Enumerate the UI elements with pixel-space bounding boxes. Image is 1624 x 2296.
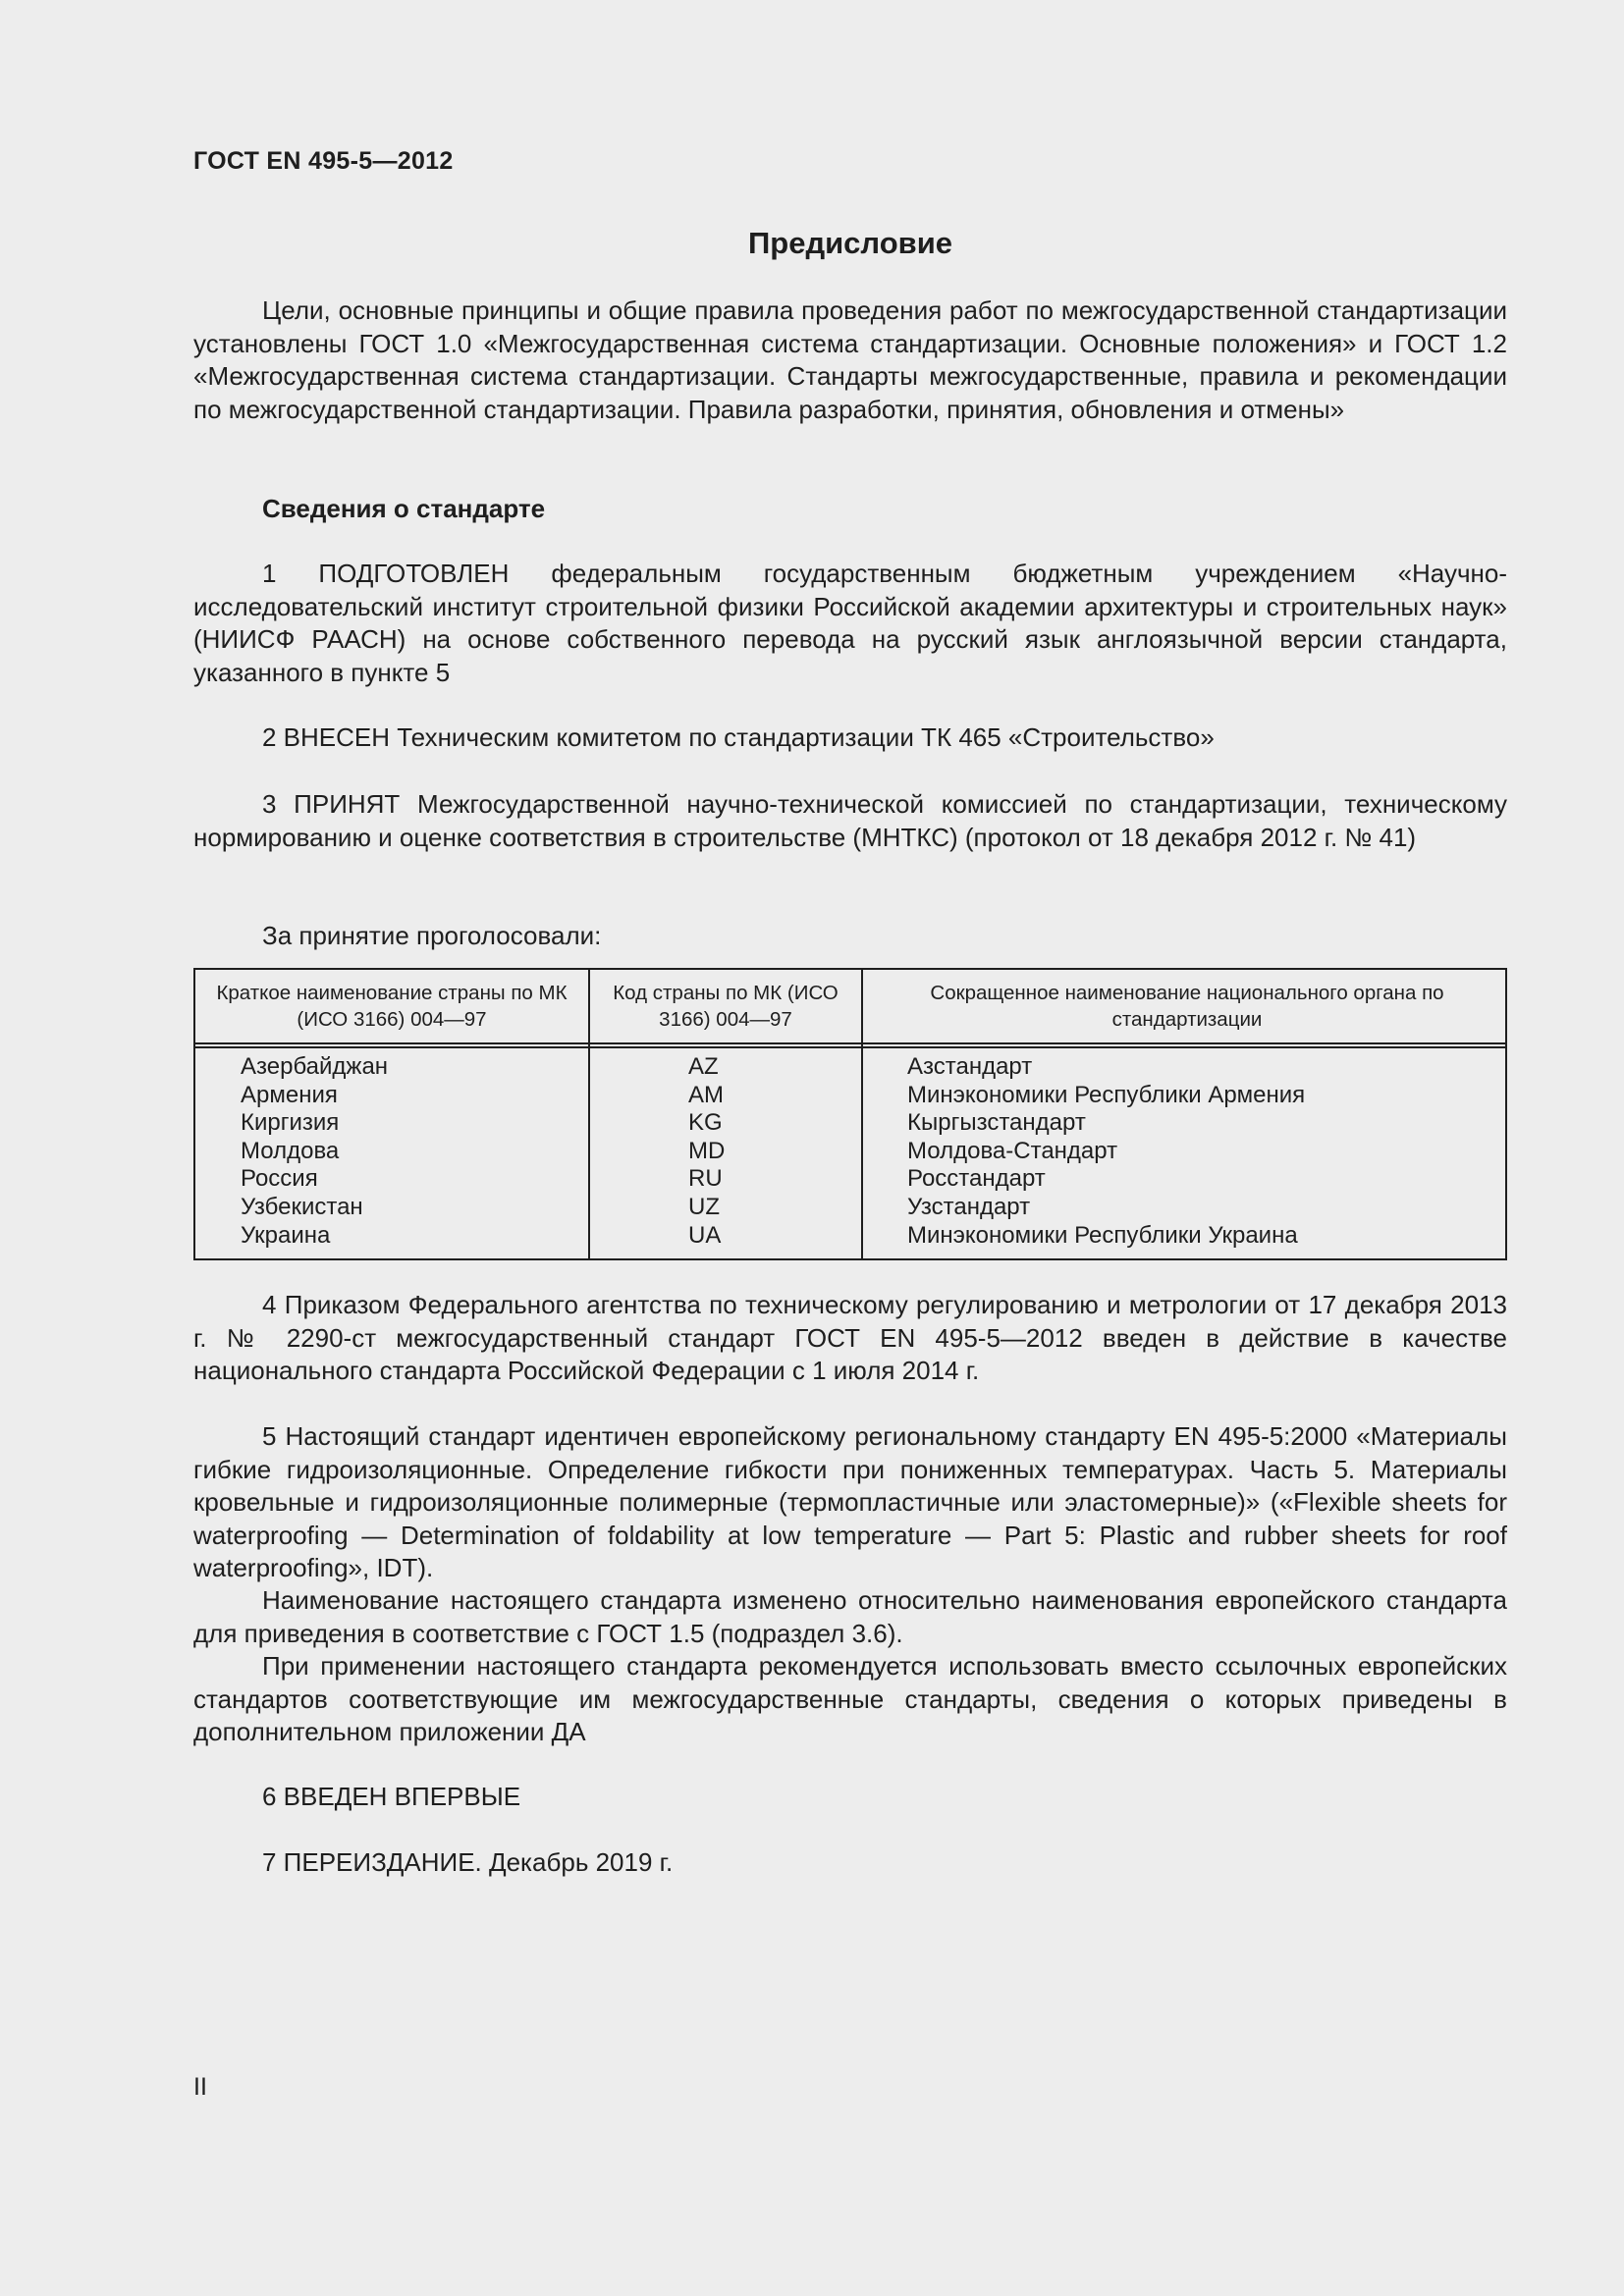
- item-6-paragraph: 6 ВВЕДЕН ВПЕРВЫЕ: [262, 1782, 521, 1811]
- document-page: [193, 0, 1507, 2296]
- voted-label: За принятие проголосовали:: [262, 921, 602, 950]
- table-cell-code: AM: [688, 1081, 724, 1108]
- agency-name-column: [907, 1053, 1305, 1250]
- table-cell-country: Узбекистан: [241, 1193, 363, 1220]
- country-name-column: [241, 1053, 388, 1250]
- table-cell-country: Украина: [241, 1221, 331, 1249]
- table-header-code: Код страны по МК (ИСО 3166) 004—97: [613, 982, 839, 1031]
- country-code-column: [688, 1053, 725, 1250]
- table-cell-country: Азербайджан: [241, 1053, 389, 1080]
- table-cell-code: MD: [688, 1137, 726, 1164]
- item-4-paragraph: 4 Приказом Федерального агентства по техническому регулированию и метрологии от 17 декабря 2013 г. № 2290-ст межгосударственный стандарт ГОСТ EN 495-5—2012 введен в действие в качестве национального стандарта Российской Федерации с 1 июля 2014 г.: [193, 1290, 1507, 1385]
- table-cell-country: Россия: [241, 1165, 318, 1193]
- item-3-paragraph: 3 ПРИНЯТ Межгосударственной научно-технической комиссией по стандартизации, техническому нормированию и оценке соответствия в строительстве (МНТКС) (протокол от 18 декабря 2012 г. № 41): [193, 789, 1507, 852]
- document-code-header: ГОСТ EN 495-5—2012: [193, 147, 454, 175]
- table-header-agency: Сокращенное наименование национального органа по стандартизации: [930, 982, 1444, 1031]
- table-cell-code: UZ: [688, 1193, 720, 1220]
- table-cell-agency: Кыргызстандарт: [907, 1109, 1086, 1137]
- table-cell-country: Армения: [241, 1081, 338, 1108]
- table-cell-code: UA: [688, 1221, 722, 1249]
- page-title: Предисловие: [747, 226, 952, 260]
- table-cell-country: Молдова: [241, 1137, 340, 1164]
- table-column-divider: [861, 970, 863, 1258]
- table-cell-agency: Минэкономики Республики Украина: [907, 1221, 1298, 1249]
- table-header-divider: [195, 1042, 1505, 1044]
- table-cell-agency: Минэкономики Республики Армения: [907, 1081, 1306, 1108]
- item-5-references-paragraph: При применении настоящего стандарта рекомендуется использовать вместо ссылочных европейских стандартов соответствующие им межгосударственные стандарты, сведения о которых приведены в дополнительном приложении ДА: [193, 1651, 1507, 1746]
- table-header-divider: [195, 1046, 1505, 1048]
- item-7-paragraph: 7 ПЕРЕИЗДАНИЕ. Декабрь 2019 г.: [262, 1847, 674, 1877]
- item-1-paragraph: 1 ПОДГОТОВЛЕН федеральным государственным бюджетным учреждением «Научно-исследовательский институт строительной физики Российской академии архитектуры и строительных наук» (НИИСФ РААСН) на основе собственного перевода на русский язык англоязычной версии стандарта, указанного в пункте 5: [193, 559, 1507, 687]
- table-cell-code: KG: [688, 1109, 723, 1137]
- table-column-divider: [588, 970, 590, 1258]
- table-cell-agency: Азстандарт: [907, 1053, 1033, 1080]
- table-cell-code: AZ: [688, 1053, 719, 1080]
- section-heading: Сведения о стандарте: [262, 494, 546, 523]
- table-cell-agency: Узстандарт: [907, 1193, 1031, 1220]
- item-2-paragraph: 2 ВНЕСЕН Техническим комитетом по стандартизации ТК 465 «Строительство»: [262, 722, 1215, 752]
- table-cell-country: Киргизия: [241, 1109, 340, 1137]
- item-5-rename-paragraph: Наименование настоящего стандарта изменено относительно наименования европейского стандарта для приведения в соответствие с ГОСТ 1.5 (подраздел 3.6).: [193, 1585, 1507, 1648]
- intro-paragraph: Цели, основные принципы и общие правила проведения работ по межгосударственной стандартизации установлены ГОСТ 1.0 «Межгосударственная система стандартизации. Основные положения» и ГОСТ 1.2 «Межгосударственная система стандартизации. Стандарты межгосударственные, правила и рекомендации по межгосударственной стандартизации. Правила разработки, принятия, обновления и отмены»: [193, 295, 1507, 424]
- table-cell-code: RU: [688, 1165, 723, 1193]
- item-5-paragraph: 5 Настоящий стандарт идентичен европейскому региональному стандарту EN 495-5:2000 «Материалы гибкие гидроизоляционные. Определение гибкости при пониженных температурах. Часть 5. Материалы кровельные и гидроизоляционные полимерные (термопластичные или эластомерные)» («Flexible sheets for waterproofing — Determination of foldability at low temperature — Part 5: Plastic and rubber sheets for roof waterproofing», IDT).: [193, 1421, 1507, 1582]
- voting-table: [193, 968, 1507, 1260]
- table-cell-agency: Росстандарт: [907, 1165, 1046, 1193]
- table-header-country: Краткое наименование страны по МК (ИСО 3166) 004—97: [216, 982, 568, 1031]
- table-cell-agency: Молдова-Стандарт: [907, 1137, 1118, 1164]
- page-number: II: [193, 2073, 207, 2101]
